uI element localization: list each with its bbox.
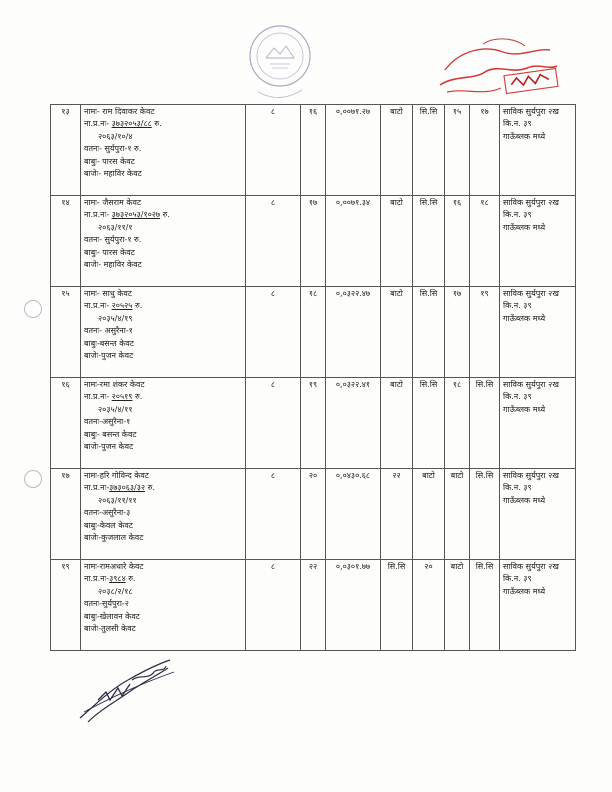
kitta-number: २२ <box>301 560 326 651</box>
grandfather-name: बाजेः-कुजलाल केवट <box>84 533 144 543</box>
owner-details <box>81 287 246 378</box>
owner-details <box>81 196 246 287</box>
issue-date: २०६३/११/११ <box>98 495 137 505</box>
citizenship-line: ना.प्र.नः- २०५१९ रु. <box>84 392 143 402</box>
remarks <box>500 105 576 196</box>
remark-line: साविक सुर्यपुरा २ख <box>503 471 559 480</box>
table-row <box>51 469 576 560</box>
handwritten-signature <box>70 650 180 730</box>
boundary-west: सि.सि <box>413 196 445 287</box>
boundary-west: सि.सि <box>413 287 445 378</box>
remark-line: कि.न. ३९ <box>503 574 532 584</box>
kitta-number: १७ <box>301 196 326 287</box>
boundary-north: बाटो <box>445 469 470 560</box>
address: वतनः-असुरैना-१ <box>84 417 131 427</box>
owner-name: नामः-रमा शंकर केवट <box>84 380 145 389</box>
land-area: ०,०३२२.४७ <box>326 287 381 378</box>
owner-name: नामः- जैसराम केवट <box>84 198 141 207</box>
citizenship-number: ३७३२०५३/१०२७ <box>111 210 161 220</box>
office-seal-stamp <box>240 18 320 98</box>
citizenship-number: ३७३०६३/३२ <box>109 483 146 493</box>
remark-line: गाऊँब्लक मध्ये <box>503 313 546 323</box>
boundary-north: १५ <box>445 105 470 196</box>
table-row <box>51 560 576 651</box>
boundary-east: बाटो <box>381 196 413 287</box>
owner-name: नामः-हरि गोविन्द केवट <box>84 471 149 480</box>
citizenship-line: ना.प्र.नः-३९८४ रु. <box>84 574 136 584</box>
citizenship-number: २०५२५ <box>111 301 133 311</box>
land-area: ०,०३०१.७७ <box>326 560 381 651</box>
remark-line: कि.न. ३९ <box>503 483 532 493</box>
table-row <box>51 105 576 196</box>
serial-number: १४ <box>51 196 81 287</box>
red-signature-stamp <box>425 30 565 110</box>
ward-number: ८ <box>246 469 301 560</box>
kitta-number: १९ <box>301 378 326 469</box>
table-row <box>51 378 576 469</box>
boundary-east: बाटो <box>381 105 413 196</box>
ward-number: ८ <box>246 560 301 651</box>
issue-date: २०३५/४/११ <box>98 404 133 414</box>
serial-number: १५ <box>51 287 81 378</box>
kitta-number: २० <box>301 469 326 560</box>
remark-line: कि.न. ३९ <box>503 210 532 220</box>
citizenship-number: २०५१९ <box>111 392 133 402</box>
owner-name: नामः- राम दिवाकर केवट <box>84 107 155 116</box>
father-name: बाबुः- पारस केवट <box>84 156 135 166</box>
serial-number: १३ <box>51 105 81 196</box>
owner-details <box>81 469 246 560</box>
citizenship-line: ना.प्र.नः- ३७३२०५३/१०२७ रु. <box>84 210 170 220</box>
remark-line: साविक सुर्यपुरा २ख <box>503 562 559 571</box>
boundary-east: बाटो <box>381 378 413 469</box>
father-name: बाबुः-केवल केवट <box>84 520 133 530</box>
serial-number: १७ <box>51 469 81 560</box>
remark-line: गाऊँब्लक मध्ये <box>503 495 546 505</box>
remark-line: गाऊँब्लक मध्ये <box>503 222 546 232</box>
citizenship-number: ३७३२०५३/८८ <box>111 119 152 129</box>
remark-line: साविक सुर्यपुरा २ख <box>503 380 559 389</box>
land-area: ०,००७१.२७ <box>326 105 381 196</box>
boundary-west: २० <box>413 560 445 651</box>
owner-details <box>81 105 246 196</box>
address: वतनः- सुर्यपुरा-१ रु. <box>84 144 142 154</box>
boundary-west: सि.सि <box>413 378 445 469</box>
grandfather-name: बाजेः-तुलसी केवट <box>84 624 136 634</box>
citizenship-line: ना.प्र.नः-३७३०६३/३२ रु. <box>84 483 155 493</box>
remark-line: गाऊँब्लक मध्ये <box>503 404 546 414</box>
land-area: ०,००७१.३४ <box>326 196 381 287</box>
serial-number: १९ <box>51 560 81 651</box>
boundary-west: सि.सि <box>413 105 445 196</box>
citizenship-number: ३९८४ <box>109 574 126 584</box>
boundary-south: सि.सि <box>470 469 500 560</box>
remarks <box>500 378 576 469</box>
remarks <box>500 469 576 560</box>
address: वतनः- असुरैना-१ <box>84 326 133 336</box>
issue-date: २०३५/४/१९ <box>98 313 133 323</box>
serial-number: १६ <box>51 378 81 469</box>
boundary-south: सि.सि <box>470 560 500 651</box>
ward-number: ८ <box>246 287 301 378</box>
owner-name: नामः-रामअधारे केवट <box>84 562 144 571</box>
remark-line: साविक सुर्यपुरा २ख <box>503 198 559 207</box>
issue-date: २०६३/११/१ <box>98 222 133 232</box>
remarks <box>500 287 576 378</box>
father-name: बाबुः- बसन्त केवट <box>84 429 137 439</box>
table-row <box>51 196 576 287</box>
ward-number: ८ <box>246 378 301 469</box>
remark-line: कि.न. ३९ <box>503 392 532 402</box>
owner-details <box>81 378 246 469</box>
address: वतनः-असुरैना-३ <box>84 508 131 518</box>
ward-number: ८ <box>246 105 301 196</box>
grandfather-name: बाजेः-पुजन केवट <box>84 442 134 452</box>
address: वतनः-सुर्यपुरा-२ <box>84 599 129 609</box>
boundary-east: सि.सि <box>381 560 413 651</box>
remark-line: गाऊँब्लक मध्ये <box>503 586 546 596</box>
land-area: ०,०४३०.६८ <box>326 469 381 560</box>
remark-line: साविक सुर्यपुरा २ख <box>503 107 559 116</box>
boundary-south: १७ <box>470 105 500 196</box>
remark-line: गाऊँब्लक मध्ये <box>503 131 546 141</box>
grandfather-name: बाजेः-पुजन केवट <box>84 351 134 361</box>
punch-hole-bottom <box>24 470 42 488</box>
father-name: बाबुः-बसन्त केवट <box>84 338 134 348</box>
boundary-south: १९ <box>470 287 500 378</box>
kitta-number: १८ <box>301 287 326 378</box>
boundary-north: बाटो <box>445 560 470 651</box>
ward-number: ८ <box>246 196 301 287</box>
remarks <box>500 560 576 651</box>
table-row <box>51 287 576 378</box>
father-name: बाबुः-खेलावन केवट <box>84 611 140 621</box>
boundary-south: सि.सि <box>470 378 500 469</box>
remark-line: कि.न. ३९ <box>503 119 532 129</box>
remark-line: कि.न. ३९ <box>503 301 532 311</box>
citizenship-line: ना.प्र.नः- ३७३२०५३/८८ रु. <box>84 119 162 129</box>
owner-details <box>81 560 246 651</box>
boundary-north: १७ <box>445 287 470 378</box>
land-area: ०,०३२२.४१ <box>326 378 381 469</box>
grandfather-name: बाजेः- महाविर केवट <box>84 169 142 179</box>
grandfather-name: बाजेः- महाविर केवट <box>84 260 142 270</box>
boundary-east: बाटो <box>381 287 413 378</box>
address: वतनः- सुर्यपुरा-१ रु. <box>84 235 142 245</box>
citizenship-line: ना.प्र.नः- २०५२५ रु. <box>84 301 143 311</box>
land-records-table <box>50 104 576 651</box>
owner-name: नामः- साधु केवट <box>84 289 132 298</box>
boundary-south: १८ <box>470 196 500 287</box>
remark-line: साविक सुर्यपुरा २ख <box>503 289 559 298</box>
issue-date: २०३८/२/१८ <box>98 586 133 596</box>
issue-date: २०६३/१०/४ <box>98 131 133 141</box>
boundary-north: १८ <box>445 378 470 469</box>
father-name: बाबुः- पारस केवट <box>84 247 135 257</box>
kitta-number: १६ <box>301 105 326 196</box>
boundary-north: १६ <box>445 196 470 287</box>
boundary-west: बाटो <box>413 469 445 560</box>
remarks <box>500 196 576 287</box>
boundary-east: २२ <box>381 469 413 560</box>
punch-hole-top <box>24 300 42 318</box>
